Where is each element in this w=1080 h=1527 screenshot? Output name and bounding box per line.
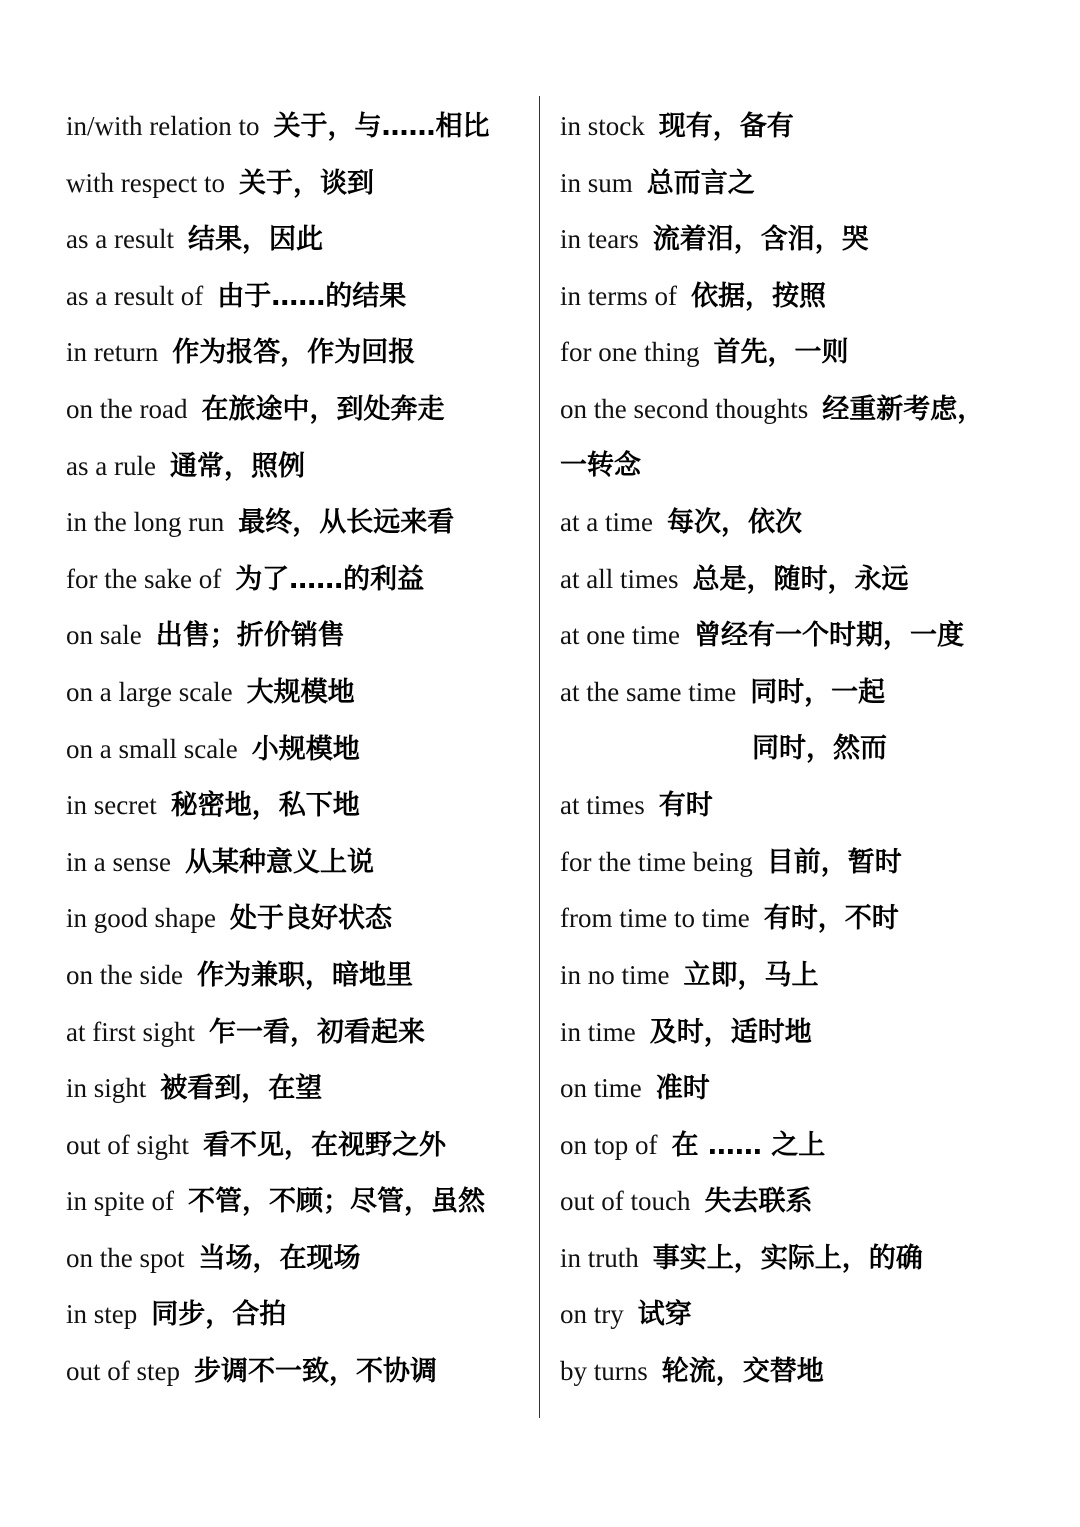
phrase-chinese: 当场，在现场 xyxy=(198,1242,361,1274)
phrase-entry xyxy=(66,664,528,721)
phrase-entry xyxy=(560,1343,1060,1400)
phrase-english: with respect to xyxy=(66,167,225,198)
phrase-entry xyxy=(66,381,528,438)
phrase-english: in return xyxy=(66,337,159,368)
phrase-entry xyxy=(560,268,1060,325)
phrase-chinese: 关于，与……相比 xyxy=(273,111,490,142)
phrase-entry xyxy=(66,1230,528,1287)
phrase-english: from time to time xyxy=(560,903,750,934)
left-column xyxy=(66,98,528,1400)
phrase-chinese: 试穿 xyxy=(637,1299,692,1331)
phrase-chinese: 曾经有一个时期，一度 xyxy=(693,620,964,652)
phrase-english: at all times xyxy=(560,563,679,594)
phrase-chinese: 立即，马上 xyxy=(683,959,819,991)
phrase-chinese: 作为兼职，暗地里 xyxy=(196,959,413,991)
phrase-entry xyxy=(66,1004,528,1061)
phrase-chinese: 失去联系 xyxy=(704,1186,813,1218)
phrase-chinese: 步调不一致，不协调 xyxy=(194,1356,437,1388)
phrase-english: in truth xyxy=(560,1242,639,1273)
phrase-entry xyxy=(560,155,1060,212)
phrase-entry xyxy=(560,98,1060,155)
phrase-entry xyxy=(66,890,528,947)
phrase-chinese: 现有，备有 xyxy=(658,111,794,142)
phrase-entry xyxy=(66,721,528,778)
phrase-chinese: 事实上，实际上，的确 xyxy=(652,1242,923,1274)
phrase-chinese: 轮流，交替地 xyxy=(661,1356,824,1388)
phrase-chinese: 总是，随时，永远 xyxy=(692,563,909,595)
phrase-chinese: 同时，一起 xyxy=(750,676,886,708)
phrase-english: in good shape xyxy=(66,903,216,934)
phrase-chinese: 首先，一则 xyxy=(713,337,849,369)
phrase-english: in no time xyxy=(560,959,670,990)
phrase-entry xyxy=(560,1173,1060,1230)
phrase-english: as a result of xyxy=(66,280,204,311)
phrase-chinese: 处于良好状态 xyxy=(229,903,392,935)
phrase-english: as a result xyxy=(66,224,174,255)
phrase-entry xyxy=(560,834,1060,891)
phrase-chinese: 依据，按照 xyxy=(690,280,826,312)
phrase-chinese: 有时 xyxy=(658,790,713,822)
phrase-english: for one thing xyxy=(560,337,700,368)
phrase-entry xyxy=(66,947,528,1004)
phrase-chinese: 经重新考虑， xyxy=(822,393,985,425)
phrase-entry xyxy=(66,834,528,891)
phrase-entry xyxy=(66,1286,528,1343)
phrase-chinese: 流着泪，含泪，哭 xyxy=(652,224,869,256)
phrase-english: on sale xyxy=(66,620,142,651)
phrase-english: in/with relation to xyxy=(66,111,260,141)
phrase-chinese: 在旅途中，到处奔走 xyxy=(201,393,445,425)
phrase-entry xyxy=(66,607,528,664)
phrase-english: in time xyxy=(560,1016,636,1047)
phrase-chinese: 不管，不顾；尽管，虽然 xyxy=(188,1186,485,1218)
phrase-chinese: 最终，从长远来看 xyxy=(238,507,455,539)
phrase-english: in step xyxy=(66,1299,138,1330)
phrase-chinese: 出售；折价销售 xyxy=(155,620,345,652)
phrase-entry xyxy=(560,1117,1060,1174)
phrase-entry xyxy=(560,381,1060,438)
phrase-chinese: 同步，合拍 xyxy=(151,1299,287,1331)
phrase-english: on try xyxy=(560,1299,624,1330)
phrase-english: by turns xyxy=(560,1356,648,1387)
phrase-english: at first sight xyxy=(66,1016,195,1047)
phrase-english: for the time being xyxy=(560,846,753,877)
phrase-entry xyxy=(66,1117,528,1174)
phrase-entry xyxy=(560,1004,1060,1061)
phrase-english: in sight xyxy=(66,1073,147,1104)
phrase-english: on a large scale xyxy=(66,676,233,707)
phrase-chinese: 关于，谈到 xyxy=(238,167,374,199)
phrase-english: in secret xyxy=(66,790,157,821)
phrase-english: out of sight xyxy=(66,1129,190,1160)
phrase-chinese: 一转念 xyxy=(560,449,641,481)
phrase-chinese: 秘密地，私下地 xyxy=(170,790,360,822)
phrase-english: out of touch xyxy=(560,1186,691,1217)
phrase-entry xyxy=(66,1173,528,1230)
phrase-entry xyxy=(560,721,1060,778)
phrase-english: on time xyxy=(560,1073,642,1104)
phrase-chinese: 同时，然而 xyxy=(752,732,887,764)
phrase-english: on a small scale xyxy=(66,733,238,764)
phrase-entry xyxy=(560,664,1060,721)
phrase-english: at the same time xyxy=(560,676,737,707)
right-column xyxy=(560,98,1060,1400)
phrase-english: in stock xyxy=(560,111,645,141)
phrase-english: for the sake of xyxy=(66,563,222,594)
phrase-chinese: 大规模地 xyxy=(246,676,355,708)
phrase-entry xyxy=(66,1343,528,1400)
phrase-chinese: 目前，暂时 xyxy=(766,846,902,878)
phrase-chinese: 总而言之 xyxy=(646,167,755,199)
phrase-chinese: 在 …… 之上 xyxy=(671,1129,826,1161)
phrase-entry xyxy=(560,947,1060,1004)
phrase-english: out of step xyxy=(66,1356,180,1387)
phrase-english: on the side xyxy=(66,959,183,990)
phrase-chinese: 准时 xyxy=(655,1073,710,1105)
phrase-entry xyxy=(66,1060,528,1117)
phrase-entry xyxy=(66,438,528,495)
phrase-chinese: 为了……的利益 xyxy=(235,563,425,595)
phrase-english: as a rule xyxy=(66,450,156,481)
phrase-english: in sum xyxy=(560,167,633,198)
phrase-entry xyxy=(66,494,528,551)
phrase-entry xyxy=(560,494,1060,551)
phrase-entry xyxy=(66,777,528,834)
phrase-entry xyxy=(66,98,528,155)
phrase-chinese: 通常，照例 xyxy=(169,450,305,482)
phrase-english: on top of xyxy=(560,1129,658,1160)
phrase-chinese: 看不见，在视野之外 xyxy=(203,1129,447,1161)
phrase-entry xyxy=(560,1286,1060,1343)
phrase-english: in the long run xyxy=(66,507,225,538)
phrase-chinese: 从某种意义上说 xyxy=(184,846,374,878)
phrase-entry xyxy=(560,551,1060,608)
phrase-english: in terms of xyxy=(560,280,677,311)
phrase-chinese: 结果，因此 xyxy=(187,224,323,256)
phrase-english: on the spot xyxy=(66,1242,185,1273)
phrase-chinese: 作为报答，作为回报 xyxy=(172,337,416,369)
phrase-english: at times xyxy=(560,790,645,821)
phrase-english: in spite of xyxy=(66,1186,174,1217)
phrase-entry xyxy=(66,324,528,381)
phrase-entry xyxy=(560,438,1060,495)
phrase-chinese: 每次，依次 xyxy=(666,507,802,539)
phrase-chinese: 及时，适时地 xyxy=(649,1016,812,1048)
phrase-english: in a sense xyxy=(66,846,171,877)
phrase-entry xyxy=(560,607,1060,664)
phrase-entry xyxy=(560,324,1060,381)
phrase-entry xyxy=(560,1060,1060,1117)
phrase-entry xyxy=(560,211,1060,268)
phrase-entry xyxy=(560,890,1060,947)
phrase-chinese: 小规模地 xyxy=(251,733,360,765)
phrase-entry xyxy=(66,155,528,212)
phrase-chinese: 有时，不时 xyxy=(763,903,899,935)
phrase-entry xyxy=(66,211,528,268)
phrase-english: in tears xyxy=(560,224,639,255)
phrase-chinese: 被看到，在望 xyxy=(160,1073,323,1105)
phrase-entry xyxy=(66,268,528,325)
phrase-english: on the road xyxy=(66,393,188,424)
phrase-chinese: 由于……的结果 xyxy=(217,280,407,312)
phrase-english: at one time xyxy=(560,620,680,651)
phrase-english: at a time xyxy=(560,507,653,538)
phrase-chinese: 乍一看，初看起来 xyxy=(209,1016,425,1048)
phrase-entry xyxy=(560,777,1060,834)
phrase-english: on the second thoughts xyxy=(560,393,809,424)
phrase-entry xyxy=(560,1230,1060,1287)
phrase-entry xyxy=(66,551,528,608)
column-divider xyxy=(539,96,540,1418)
